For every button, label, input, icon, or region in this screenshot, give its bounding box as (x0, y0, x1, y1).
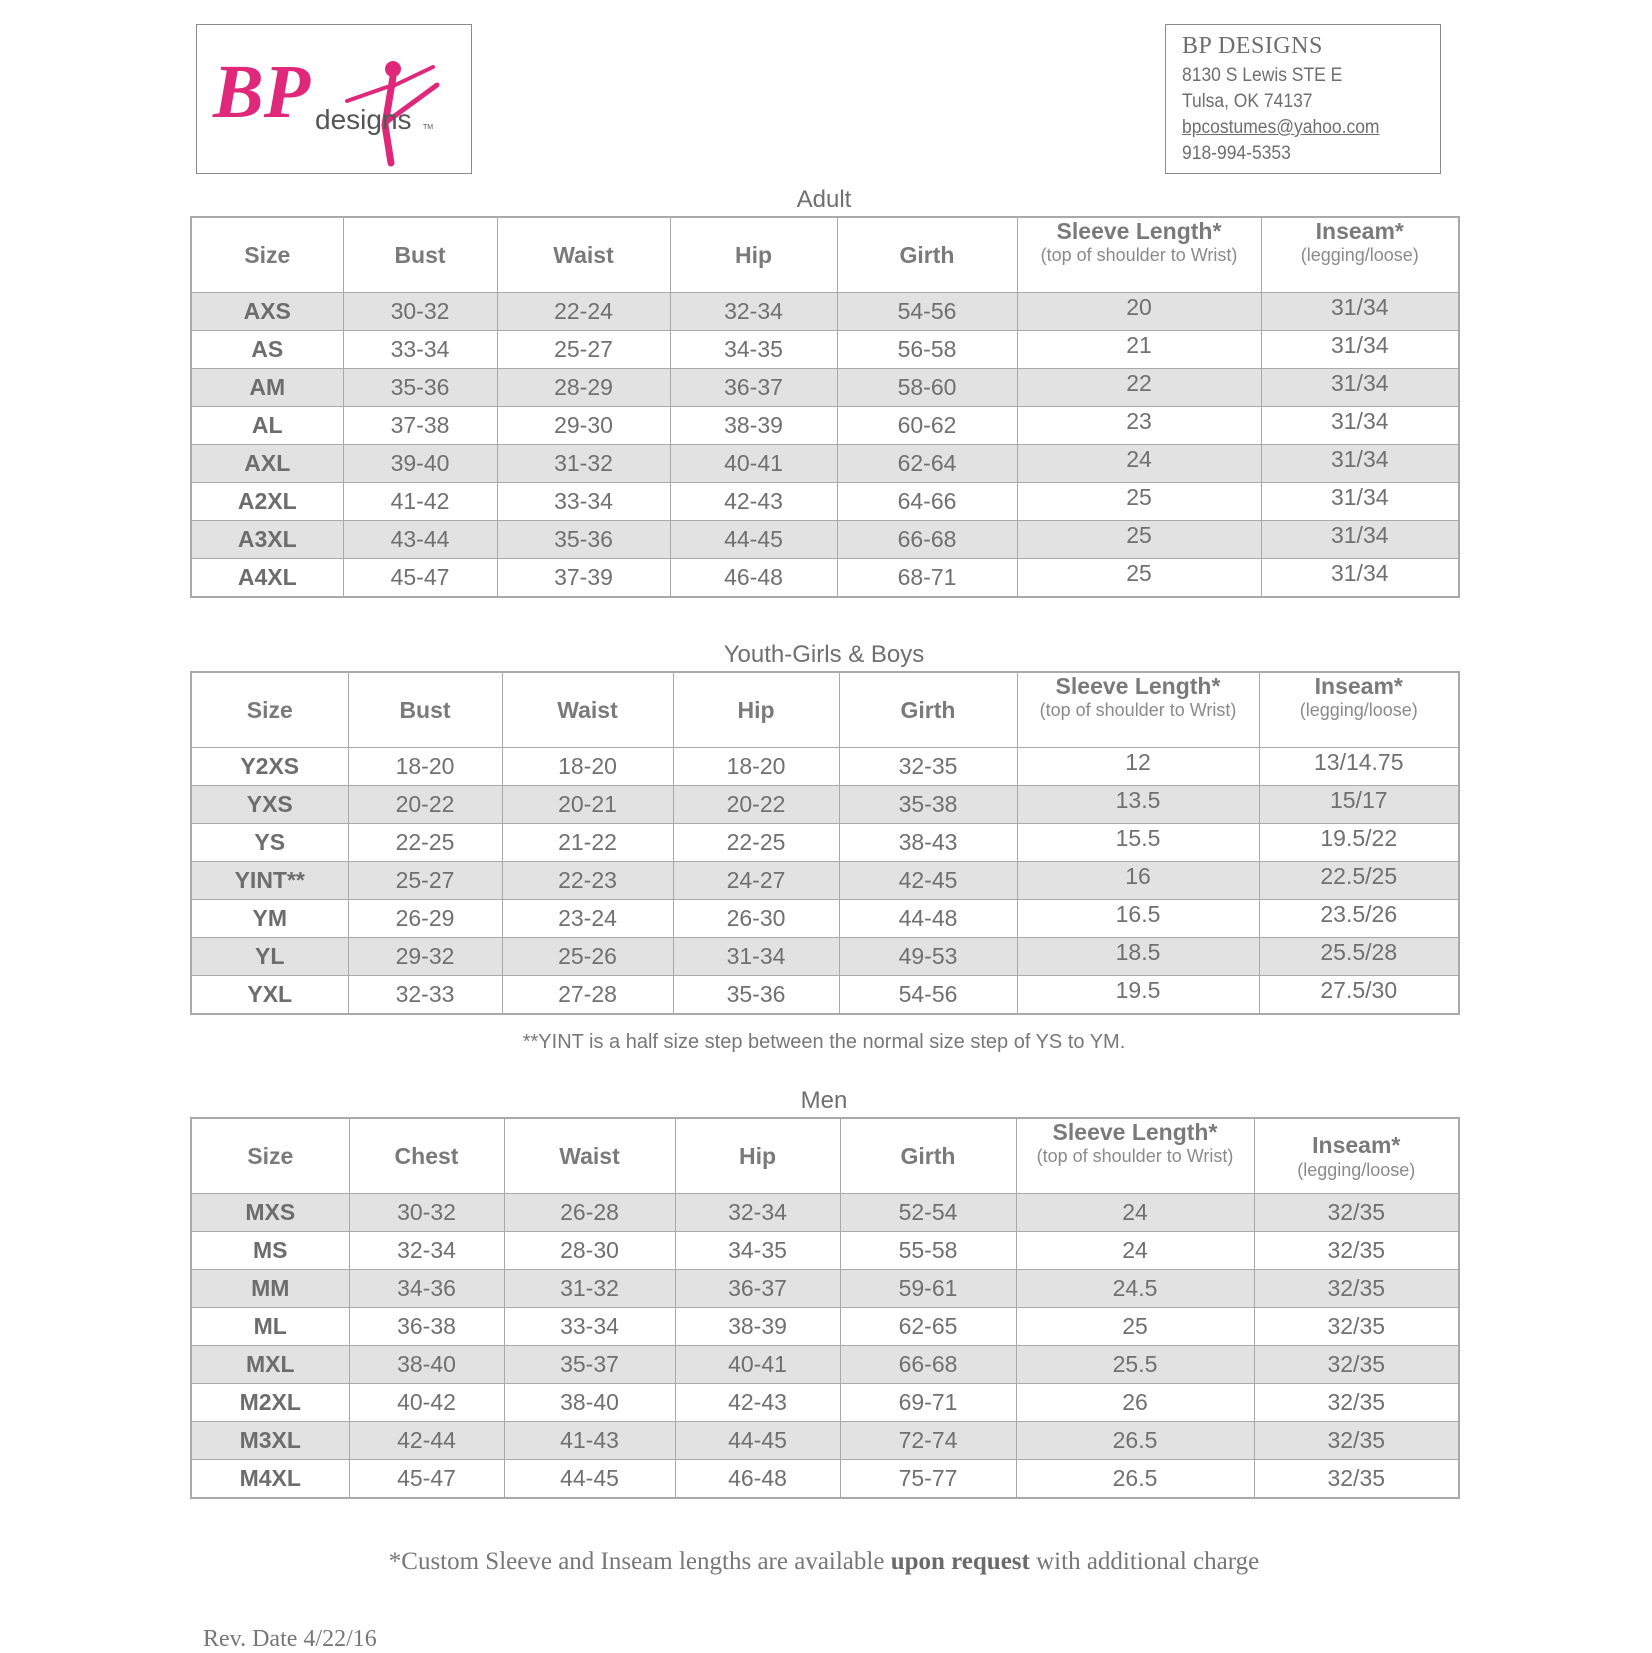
waist-header: Waist (504, 1118, 675, 1194)
measurement-cell: 68-71 (837, 559, 1017, 598)
measurement-cell: 18-20 (673, 748, 839, 786)
size-cell: YXL (191, 976, 348, 1015)
sleeve-length-header-subtitle: (top of shoulder to Wrist) (1039, 700, 1237, 720)
measurement-cell: 32-33 (348, 976, 502, 1015)
measurement-cell: 18-20 (348, 748, 502, 786)
size-cell: AXS (191, 293, 343, 331)
measurement-cell: 37-38 (343, 407, 497, 445)
measurement-cell: 26.5 (1016, 1460, 1254, 1499)
measurement-cell: 24-27 (673, 862, 839, 900)
custom-note-text-end: with additional charge (1029, 1548, 1260, 1575)
size-cell: YM (191, 900, 348, 938)
men-section-title: Men (800, 1087, 848, 1114)
measurement-cell: 31-32 (504, 1270, 675, 1308)
measurement-cell: 22-25 (673, 824, 839, 862)
size-cell: M2XL (191, 1384, 349, 1422)
table-row (191, 407, 1459, 445)
measurement-cell: 21-22 (502, 824, 673, 862)
size-cell: ML (191, 1308, 349, 1346)
size-cell: AM (191, 369, 343, 407)
sleeve-length-header-subtitle: (top of shoulder to Wrist) (1036, 1146, 1234, 1166)
size-cell: MXS (191, 1194, 349, 1232)
waist-header: Waist (502, 672, 673, 748)
measurement-cell: 32-34 (349, 1232, 504, 1270)
measurement-cell: 28-30 (504, 1232, 675, 1270)
measurement-cell: 22.5/25 (1259, 862, 1459, 900)
size-header: Size (191, 1118, 349, 1194)
city-state-zip: Tulsa, OK 74137 (1182, 91, 1313, 112)
sleeve-length-header-label: Sleeve Length* (1055, 673, 1221, 699)
measurement-cell: 72-74 (840, 1422, 1016, 1460)
measurement-cell: 42-44 (349, 1422, 504, 1460)
measurement-cell: 32-34 (670, 293, 837, 331)
table-row (191, 1346, 1459, 1384)
custom-note-text: *Custom Sleeve and Inseam lengths are available (388, 1548, 891, 1575)
measurement-cell: 60-62 (837, 407, 1017, 445)
adult-section-title: Adult (796, 186, 852, 213)
measurement-cell: 25-27 (497, 331, 670, 369)
inseam-header-subtitle: (legging/loose) (1299, 700, 1418, 720)
table-row (191, 748, 1459, 786)
inseam-header (1261, 217, 1459, 293)
size-cell: MS (191, 1232, 349, 1270)
measurement-cell: 23-24 (502, 900, 673, 938)
youth-section-title: Youth-Girls & Boys (723, 641, 925, 668)
measurement-cell: 52-54 (840, 1194, 1016, 1232)
measurement-cell: 54-56 (839, 976, 1017, 1015)
measurement-cell: 59-61 (840, 1270, 1016, 1308)
measurement-cell: 26-30 (673, 900, 839, 938)
inseam-header-label: Inseam* (1312, 1131, 1401, 1158)
header-row (191, 672, 1459, 748)
table-row (191, 976, 1459, 1015)
measurement-cell: 36-37 (675, 1270, 840, 1308)
sleeve-length-header (1016, 1118, 1254, 1194)
measurement-cell: 25-27 (348, 862, 502, 900)
measurement-cell: 33-34 (343, 331, 497, 369)
measurement-cell: 45-47 (343, 559, 497, 598)
measurement-cell: 42-43 (670, 483, 837, 521)
measurement-cell: 25 (1017, 483, 1261, 521)
sleeve-length-header-label: Sleeve Length* (1056, 218, 1222, 244)
table-row (191, 1270, 1459, 1308)
inseam-header-label: Inseam* (1315, 218, 1404, 244)
measurement-cell: 32/35 (1254, 1384, 1459, 1422)
measurement-cell: 31-32 (497, 445, 670, 483)
size-cell: M3XL (191, 1422, 349, 1460)
measurement-cell: 15/17 (1259, 786, 1459, 824)
measurement-cell: 32-35 (839, 748, 1017, 786)
size-cell: AXL (191, 445, 343, 483)
table-row (191, 521, 1459, 559)
measurement-cell: 44-45 (670, 521, 837, 559)
measurement-cell: 42-45 (839, 862, 1017, 900)
table-row (191, 445, 1459, 483)
header-row (191, 1118, 1459, 1194)
size-header: Size (191, 672, 348, 748)
measurement-cell: 31/34 (1261, 369, 1459, 407)
measurement-cell: 38-39 (670, 407, 837, 445)
measurement-cell: 20 (1017, 293, 1261, 331)
inseam-header (1254, 1118, 1459, 1194)
measurement-cell: 16.5 (1017, 900, 1259, 938)
girth-header: Girth (840, 1118, 1016, 1194)
measurement-cell: 64-66 (837, 483, 1017, 521)
street-address: 8130 S Lewis STE E (1182, 65, 1343, 86)
measurement-cell: 45-47 (349, 1460, 504, 1499)
inseam-header-label: Inseam* (1314, 673, 1403, 699)
measurement-cell: 38-39 (675, 1308, 840, 1346)
table-row (191, 862, 1459, 900)
size-cell: Y2XS (191, 748, 348, 786)
measurement-cell: 34-35 (675, 1232, 840, 1270)
table-row (191, 293, 1459, 331)
measure-header: Chest (349, 1118, 504, 1194)
measurement-cell: 44-45 (504, 1460, 675, 1499)
measurement-cell: 44-45 (675, 1422, 840, 1460)
sleeve-length-header-label: Sleeve Length* (1052, 1119, 1218, 1145)
table-row (191, 900, 1459, 938)
measurement-cell: 25 (1017, 521, 1261, 559)
girth-header: Girth (839, 672, 1017, 748)
logo-initials: BP (213, 50, 311, 134)
header-row (191, 217, 1459, 293)
sleeve-length-header-subtitle: (top of shoulder to Wrist) (1040, 245, 1238, 265)
measurement-cell: 13/14.75 (1259, 748, 1459, 786)
measurement-cell: 32/35 (1254, 1270, 1459, 1308)
company-address-box (1165, 24, 1441, 174)
measurement-cell: 24 (1017, 445, 1261, 483)
measurement-cell: 25.5 (1016, 1346, 1254, 1384)
measurement-cell: 15.5 (1017, 824, 1259, 862)
size-cell: YINT** (191, 862, 348, 900)
measurement-cell: 29-30 (497, 407, 670, 445)
measurement-cell: 32/35 (1254, 1422, 1459, 1460)
measurement-cell: 33-34 (504, 1308, 675, 1346)
size-cell: A4XL (191, 559, 343, 598)
hip-header: Hip (670, 217, 837, 293)
size-cell: A3XL (191, 521, 343, 559)
measurement-cell: 40-41 (675, 1346, 840, 1384)
measurement-cell: 22-23 (502, 862, 673, 900)
measure-header: Bust (343, 217, 497, 293)
bp-designs-logo (196, 24, 472, 174)
revision-date: Rev. Date 4/22/16 (203, 1626, 377, 1652)
email-link[interactable]: bpcostumes@yahoo.com (1182, 117, 1380, 138)
measurement-cell: 26-28 (504, 1194, 675, 1232)
measurement-cell: 34-35 (670, 331, 837, 369)
phone-number: 918-994-5353 (1182, 143, 1291, 164)
measurement-cell: 18.5 (1017, 938, 1259, 976)
sleeve-length-header (1017, 217, 1261, 293)
measurement-cell: 58-60 (837, 369, 1017, 407)
measurement-cell: 25 (1017, 559, 1261, 598)
measurement-cell: 20-21 (502, 786, 673, 824)
measurement-cell: 35-37 (504, 1346, 675, 1384)
table-row (191, 1422, 1459, 1460)
measure-header: Bust (348, 672, 502, 748)
measurement-cell: 20-22 (673, 786, 839, 824)
measurement-cell: 22 (1017, 369, 1261, 407)
measurement-cell: 29-32 (348, 938, 502, 976)
measurement-cell: 43-44 (343, 521, 497, 559)
youth-size-table (190, 671, 1460, 1015)
measurement-cell: 27-28 (502, 976, 673, 1015)
measurement-cell: 24.5 (1016, 1270, 1254, 1308)
measurement-cell: 12 (1017, 748, 1259, 786)
measurement-cell: 31-34 (673, 938, 839, 976)
measurement-cell: 24 (1016, 1194, 1254, 1232)
table-row (191, 1460, 1459, 1499)
measurement-cell: 55-58 (840, 1232, 1016, 1270)
custom-note-emphasis: upon request (890, 1548, 1030, 1575)
measurement-cell: 31/34 (1261, 483, 1459, 521)
measurement-cell: 34-36 (349, 1270, 504, 1308)
hip-header: Hip (675, 1118, 840, 1194)
size-cell: M4XL (191, 1460, 349, 1499)
measurement-cell: 31/34 (1261, 293, 1459, 331)
yint-footnote: **YINT is a half size step between the normal size step of YS to YM. (522, 1031, 1126, 1053)
table-row (191, 1308, 1459, 1346)
measurement-cell: 28-29 (497, 369, 670, 407)
table-row (191, 786, 1459, 824)
measurement-cell: 44-48 (839, 900, 1017, 938)
measurement-cell: 54-56 (837, 293, 1017, 331)
hip-header: Hip (673, 672, 839, 748)
measurement-cell: 35-38 (839, 786, 1017, 824)
measurement-cell: 46-48 (670, 559, 837, 598)
table-row (191, 1194, 1459, 1232)
measurement-cell: 22-24 (497, 293, 670, 331)
measurement-cell: 38-40 (504, 1384, 675, 1422)
measurement-cell: 24 (1016, 1232, 1254, 1270)
table-row (191, 1384, 1459, 1422)
measurement-cell: 40-42 (349, 1384, 504, 1422)
measurement-cell: 37-39 (497, 559, 670, 598)
measurement-cell: 35-36 (497, 521, 670, 559)
measurement-cell: 69-71 (840, 1384, 1016, 1422)
measurement-cell: 75-77 (840, 1460, 1016, 1499)
sleeve-length-header (1017, 672, 1259, 748)
size-cell: MM (191, 1270, 349, 1308)
size-cell: A2XL (191, 483, 343, 521)
dancer-logo-graphic (197, 25, 473, 175)
measurement-cell: 35-36 (673, 976, 839, 1015)
measurement-cell: 25 (1016, 1308, 1254, 1346)
measurement-cell: 46-48 (675, 1460, 840, 1499)
measurement-cell: 31/34 (1261, 445, 1459, 483)
logo-trademark: TM (423, 124, 434, 131)
measurement-cell: 30-32 (343, 293, 497, 331)
measurement-cell: 31/34 (1261, 407, 1459, 445)
measurement-cell: 32-34 (675, 1194, 840, 1232)
measurement-cell: 26 (1016, 1384, 1254, 1422)
measurement-cell: 27.5/30 (1259, 976, 1459, 1015)
measurement-cell: 36-38 (349, 1308, 504, 1346)
measurement-cell: 19.5 (1017, 976, 1259, 1015)
measurement-cell: 36-37 (670, 369, 837, 407)
measurement-cell: 26.5 (1016, 1422, 1254, 1460)
measurement-cell: 42-43 (675, 1384, 840, 1422)
table-row (191, 331, 1459, 369)
measurement-cell: 49-53 (839, 938, 1017, 976)
inseam-header-subtitle: (legging/loose) (1300, 245, 1419, 265)
measurement-cell: 35-36 (343, 369, 497, 407)
measurement-cell: 16 (1017, 862, 1259, 900)
adult-size-table (190, 216, 1460, 598)
measurement-cell: 22-25 (348, 824, 502, 862)
logo-wordmark: designs (315, 104, 412, 135)
size-cell: AS (191, 331, 343, 369)
table-row (191, 559, 1459, 598)
size-cell: YXS (191, 786, 348, 824)
size-cell: MXL (191, 1346, 349, 1384)
measurement-cell: 40-41 (670, 445, 837, 483)
measurement-cell: 19.5/22 (1259, 824, 1459, 862)
size-header: Size (191, 217, 343, 293)
men-size-table (190, 1117, 1460, 1499)
custom-length-note (190, 1548, 1458, 1576)
measurement-cell: 25.5/28 (1259, 938, 1459, 976)
measurement-cell: 56-58 (837, 331, 1017, 369)
measurement-cell: 38-43 (839, 824, 1017, 862)
measurement-cell: 23 (1017, 407, 1261, 445)
measurement-cell: 30-32 (349, 1194, 504, 1232)
girth-header: Girth (837, 217, 1017, 293)
table-row (191, 938, 1459, 976)
company-name: BP DESIGNS (1182, 33, 1323, 59)
size-cell: YS (191, 824, 348, 862)
measurement-cell: 31/34 (1261, 331, 1459, 369)
measurement-cell: 66-68 (837, 521, 1017, 559)
inseam-header (1259, 672, 1459, 748)
measurement-cell: 38-40 (349, 1346, 504, 1384)
measurement-cell: 26-29 (348, 900, 502, 938)
inseam-header-subtitle: (legging/loose) (1297, 1159, 1416, 1180)
measurement-cell: 32/35 (1254, 1308, 1459, 1346)
measurement-cell: 39-40 (343, 445, 497, 483)
measurement-cell: 41-42 (343, 483, 497, 521)
table-row (191, 369, 1459, 407)
measurement-cell: 33-34 (497, 483, 670, 521)
measurement-cell: 13.5 (1017, 786, 1259, 824)
size-cell: AL (191, 407, 343, 445)
measurement-cell: 66-68 (840, 1346, 1016, 1384)
measurement-cell: 21 (1017, 331, 1261, 369)
table-row (191, 483, 1459, 521)
measurement-cell: 62-65 (840, 1308, 1016, 1346)
measurement-cell: 31/34 (1261, 559, 1459, 598)
measurement-cell: 41-43 (504, 1422, 675, 1460)
measurement-cell: 20-22 (348, 786, 502, 824)
size-cell: YL (191, 938, 348, 976)
table-row (191, 1232, 1459, 1270)
measurement-cell: 23.5/26 (1259, 900, 1459, 938)
measurement-cell: 25-26 (502, 938, 673, 976)
measurement-cell: 32/35 (1254, 1232, 1459, 1270)
measurement-cell: 32/35 (1254, 1346, 1459, 1384)
measurement-cell: 32/35 (1254, 1460, 1459, 1499)
measurement-cell: 18-20 (502, 748, 673, 786)
measurement-cell: 31/34 (1261, 521, 1459, 559)
measurement-cell: 32/35 (1254, 1194, 1459, 1232)
table-row (191, 824, 1459, 862)
measurement-cell: 62-64 (837, 445, 1017, 483)
waist-header: Waist (497, 217, 670, 293)
